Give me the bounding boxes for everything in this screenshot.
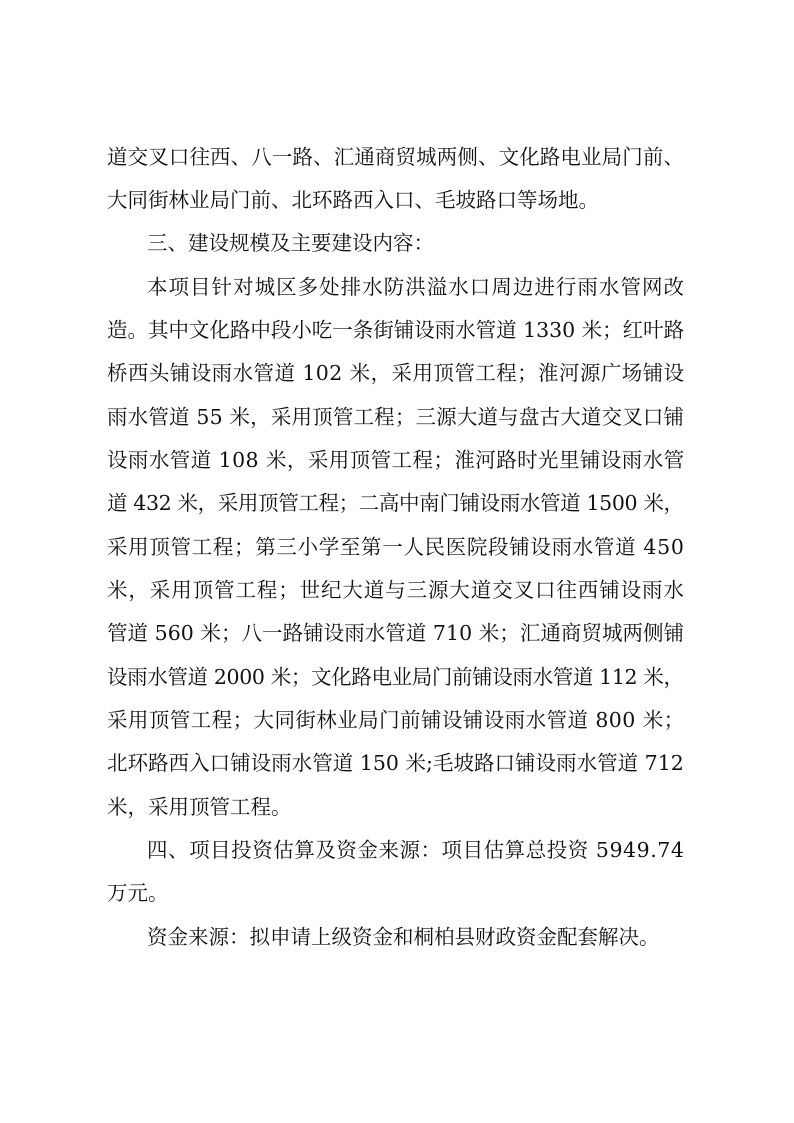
text-line-7: 雨水管道 55 米，采用顶管工程；三源大道与盘古大道交叉口铺 — [107, 405, 685, 429]
text-line-13: 设雨水管道 2000 米；文化路电业局门前铺设雨水管道 112 米， — [107, 665, 684, 689]
text-line-6: 桥西头铺设雨水管道 102 米，采用顶管工程；淮河源广场铺设 — [107, 361, 685, 385]
text-line-17: 四、项目投资估算及资金来源：项目估算总投资 5949.74 — [147, 838, 685, 862]
text-line-11: 米，采用顶管工程；世纪大道与三源大道交叉口往西铺设雨水 — [107, 578, 685, 602]
text-line-12: 管道 560 米；八一路铺设雨水管道 710 米；汇通商贸城两侧铺 — [107, 621, 685, 645]
text-line-4: 本项目针对城区多处排水防洪溢水口周边进行雨水管网改 — [147, 275, 685, 299]
text-line-19: 资金来源：拟申请上级资金和桐柏县财政资金配套解决。 — [147, 925, 660, 949]
text-line-2: 大同街林业局门前、北环路西入口、毛坡路口等场地。 — [107, 188, 599, 212]
text-line-1: 道交叉口往西、八一路、汇通商贸城两侧、文化路电业局门前、 — [107, 145, 685, 169]
text-line-14: 采用顶管工程；大同街林业局门前铺设铺设雨水管道 800 米； — [107, 708, 685, 732]
text-line-15: 北环路西入口铺设雨水管道 150 米;毛坡路口铺设雨水管道 712 — [107, 751, 684, 775]
text-line-18: 万元。 — [107, 881, 169, 905]
text-line-10: 采用顶管工程；第三小学至第一人民医院段铺设雨水管道 450 — [107, 535, 685, 559]
text-line-16: 米，采用顶管工程。 — [107, 795, 292, 819]
text-line-3: 三、建设规模及主要建设内容： — [147, 231, 434, 255]
text-line-8: 设雨水管道 108 米，采用顶管工程；淮河路时光里铺设雨水管 — [107, 448, 685, 472]
text-line-5: 造。其中文化路中段小吃一条街铺设雨水管道 1330 米；红叶路 — [107, 318, 685, 342]
text-line-9: 道 432 米，采用顶管工程；二高中南门铺设雨水管道 1500 米， — [107, 491, 684, 515]
